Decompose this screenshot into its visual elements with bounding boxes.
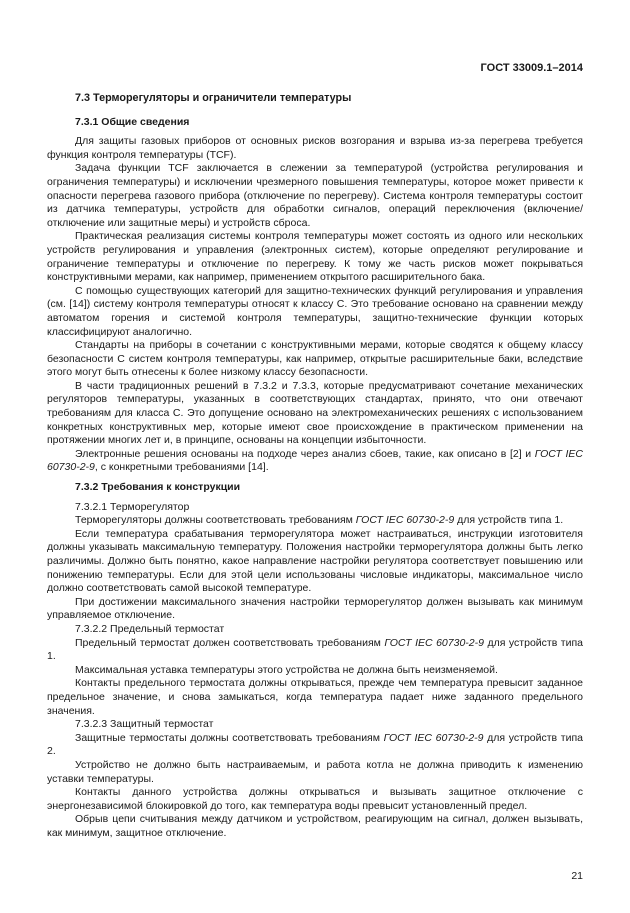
text: , с конкретными требованиями [14]. [94,461,269,474]
standard-reference: ГОСТ IEC 60730-2-9 [383,731,484,744]
paragraph: При достижении максимального значения настройки терморегулятор должен вызывать как минимум управляемое отключение. [47,595,583,622]
text: Терморегуляторы должны соответствовать требованиям [75,514,356,527]
paragraph: Задача функции TCF заключается в слежении за температурой (устройства регулирования и ограничения температуры) и исключении чрезмерного повышения температуры, которое может привести к опасности перегрева газового прибора (отключение по перегреву). Система контроля температуры состоит из датчика температуры, устройств для обработки сигналов, операций переключения (включение/отключение или защитные меры) и устройств сброса. [47,162,583,229]
clause-heading-7-3-2-3: 7.3.2.3 Защитный термостат [75,718,214,731]
paragraph [47,732,583,759]
subsection-heading-7-3-2: 7.3.2 Требования к конструкции [75,481,241,494]
text: Электронные решения основаны на подходе через анализ сбоев, такие, как описано в [2] и [75,447,535,460]
paragraph: Практическая реализация системы контроля температуры может состоять из одного или нескольких устройств регулирования и управления (электронных систем), которые определяют регулирование и ограничение температуры и отключение по перегреву. К тому же часть рисков может покрываться конструктивными мерами, как например, применением открытого расширительного бака. [47,230,583,284]
text: для устройств типа 1. [454,514,564,527]
text: Защитные термостаты должны соответствовать требованиям [75,731,384,744]
paragraph: Контакты предельного термостата должны открываться, прежде чем температура превысит заданное предельное значение, и снова замыкаться, когда температура падает ниже заданного предельного значения. [47,677,583,717]
paragraph: В части традиционных решений в 7.3.2 и 7.3.3, которые предусматривают сочетание механических регуляторов температуры, указанных в соответствующих стандартах, принято, что они отвечают требованиям для класса С. Это допущение основано на электромеханических решениях с использованием конкретных конструктивных мер, которые имеют свое происхождение в практическом применении на протяжении многих лет и, в принципе, основаны на концепции избыточности. [47,379,583,447]
standard-reference: ГОСТ IEC 60730-2-9 [384,636,484,649]
paragraph: Для защиты газовых приборов от основных рисков возгорания и взрыва из-за перегрева требуется функция контроля температуры (TCF). [47,135,583,161]
paragraph: Максимальная уставка температуры этого устройства не должна быть неизменяемой. [75,663,498,676]
section-heading-7-3: 7.3 Терморегуляторы и ограничители температуры [75,92,352,104]
text: для устройств типа 1. [47,636,584,663]
page-content [47,92,583,840]
text: Предельный термостат должен соответствовать требованиям [75,636,385,649]
paragraph: Стандарты на приборы в сочетании с конструктивными мерами, которые сводятся к общему классу безопасности С систем контроля температуры, как например, открытые расширительные баки, вследствие этого могут быть отнесены к более низкому классу безопасности. [47,339,583,379]
standard-reference: ГОСТ IEC 60730-2-9 [47,447,583,474]
standard-reference: ГОСТ IEC 60730-2-9 [355,514,455,527]
paragraph: Устройство не должно быть настраиваемым, и работа котла не должна приводить к изменению уставки температуры. [47,758,583,785]
text: для устройств типа 2. [47,731,583,758]
paragraph [47,637,583,664]
paragraph [47,448,583,475]
document-code: ГОСТ 33009.1–2014 [480,62,583,74]
subsection-heading-7-3-1: 7.3.1 Общие сведения [75,115,190,128]
paragraph: С помощью существующих категорий для защитно-технических функций регулирования и управления (см. [14]) систему контроля температуры относят к классу С. Это требование основано на сравнении между автоматом горения и системой контроля температуры, защитно-технические функции которых классифицируют аналогично. [47,284,583,338]
clause-heading-7-3-2-1: 7.3.2.1 Терморегулятор [75,500,190,513]
paragraph [47,514,583,528]
paragraph: Обрыв цепи считывания между датчиком и устройством, реагирующим на сигнал, должен вызывать, как минимум, защитное отключение. [47,813,583,839]
page-number: 21 [571,870,583,882]
paragraph: Если температура срабатывания терморегулятора может настраиваться, инструкции изготовителя должны указывать максимальную температуру. Положения настройки терморегулятора должны быть легко различимы. Должно быть понятно, какое направление настройки регулятора соответствует повышению или понижению температуры. Если для этой цели использованы числовые индикаторы, максимальное число должно соответствовать самой высокой температуре. [47,527,583,595]
paragraph: Контакты данного устройства должны открываться и вызывать защитное отключение с энергонезависимой блокировкой до того, как температура воды превысит установленный предел. [47,786,583,812]
clause-heading-7-3-2-2: 7.3.2.2 Предельный термостат [75,622,225,635]
